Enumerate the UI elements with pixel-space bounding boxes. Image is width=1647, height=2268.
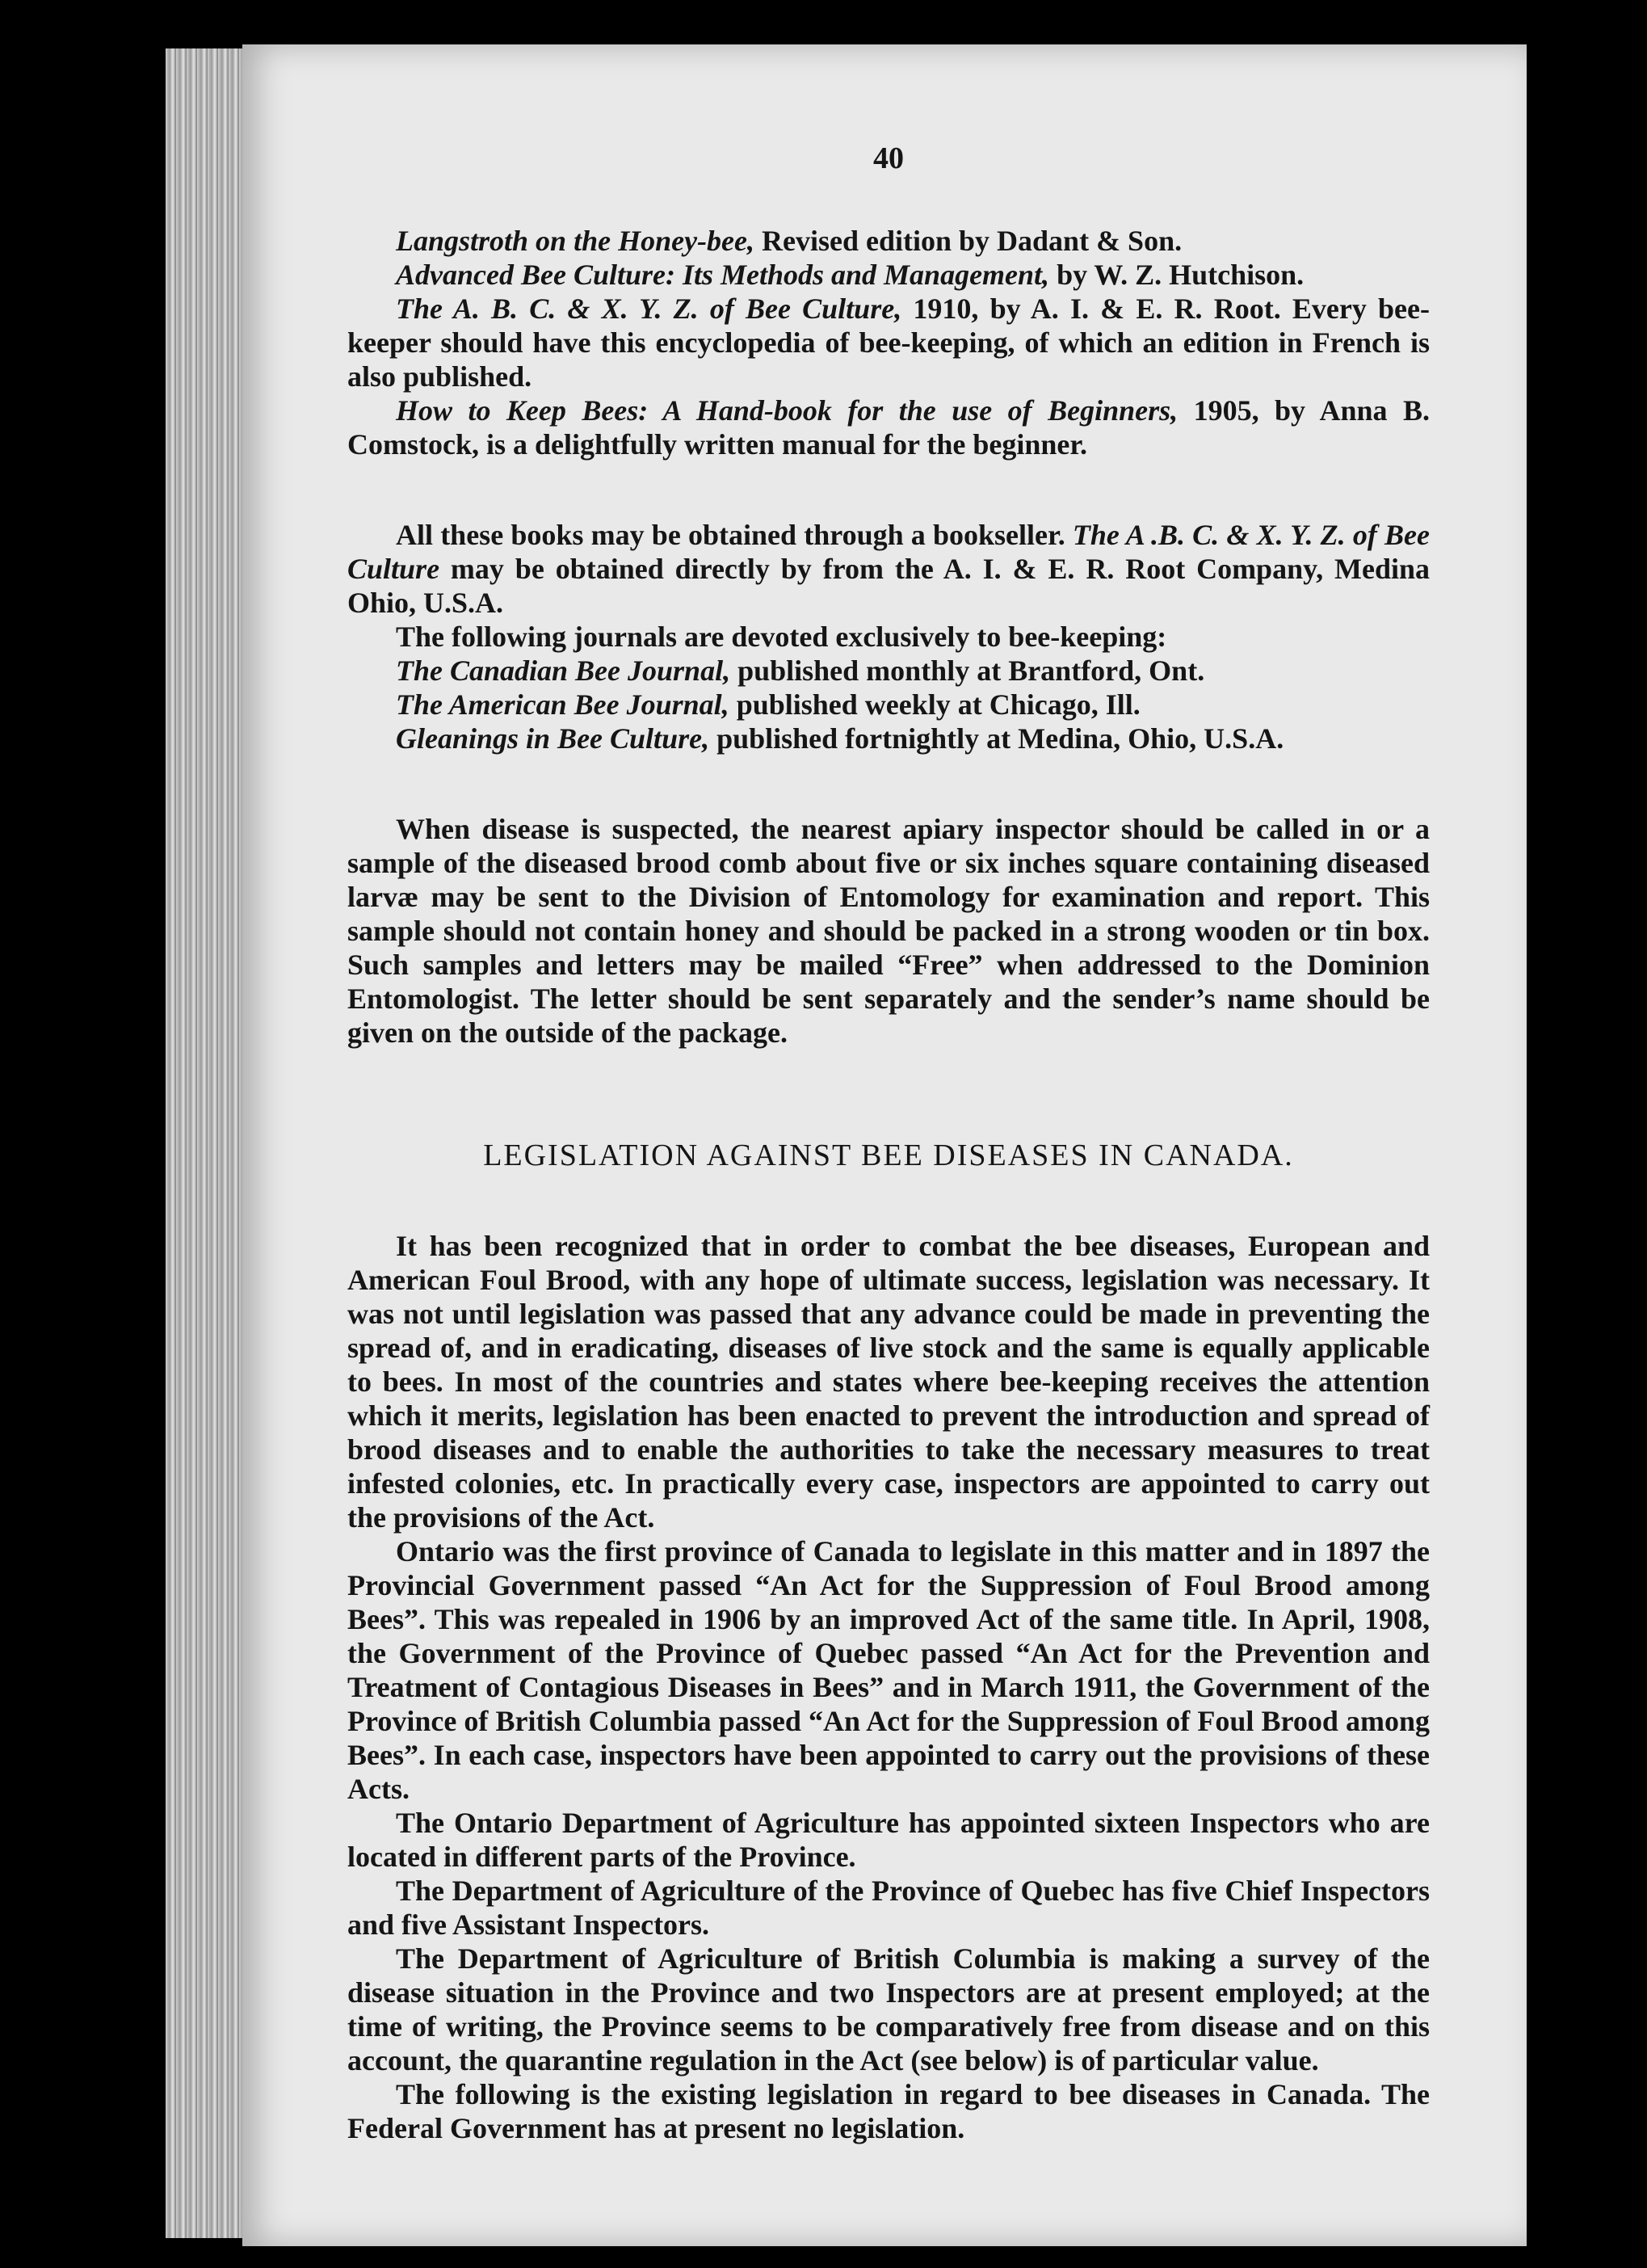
- bib-title: How to Keep Bees: A Hand-book for the use of Beginners,: [396, 394, 1179, 427]
- bib-detail: 1905, by Anna B. Comstock, is a delightfully written manual for the beginner.: [347, 394, 1431, 461]
- journal-title: The American Bee Journal,: [396, 688, 729, 721]
- page-content: [347, 141, 1430, 2145]
- legislation-paragraph: The following is the existing legislation in regard to bee diseases in Canada. The Federal Government has at present no legislation.: [347, 2078, 1430, 2144]
- journals-intro: The following journals are devoted exclusively to bee-keeping:: [396, 621, 1167, 653]
- journal-detail: published weekly at Chicago, Ill.: [729, 688, 1141, 721]
- page-number: 40: [873, 141, 904, 175]
- bib-entry: [347, 292, 1430, 393]
- bib-entry: [347, 224, 1430, 258]
- bib-title: Langstroth on the Honey-bee,: [396, 225, 755, 257]
- bibliography: [347, 224, 1430, 461]
- journal-title: The Canadian Bee Journal,: [396, 654, 731, 687]
- bib-title: The A. B. C. & X. Y. Z. of Bee Culture,: [396, 292, 902, 325]
- books-note-text: All these books may be obtained through a bookseller.: [396, 519, 1073, 551]
- section-heading: LEGISLATION AGAINST BEE DISEASES IN CANADA.: [483, 1138, 1294, 1172]
- legislation-paragraph: The Department of Agriculture of British Columbia is making a survey of the disease situation in the Province and two Inspectors are at present employed; at the time of writing, the Province seems to be comparatively free from disease and on this account, the quarantine regulation in the Act (see below) is of particular value.: [347, 1942, 1430, 2077]
- bib-entry: [347, 393, 1430, 461]
- disease-paragraph: When disease is suspected, the nearest apiary inspector should be called in or a sample of the diseased brood comb about five or six inches square containing diseased larvæ may be sent to the Division of Entomology for examination and report. This sample should not contain honey and should be packed in a strong wooden or tin box. Such samples and letters may be mailed “Free” when addressed to the Dominion Entomologist. The letter should be sent separately and the sender’s name should be given on the outside of the package.: [347, 813, 1430, 1049]
- journal-detail: published monthly at Brantford, Ont.: [730, 654, 1205, 687]
- legislation-paragraph: The Ontario Department of Agriculture has appointed sixteen Inspectors who are located in different parts of the Province.: [347, 1807, 1430, 1873]
- bib-detail: 1910, by A. I. & E. R. Root. Every bee-keeper should have this encyclopedia of bee-keeping, of which an edition in French is also published.: [347, 292, 1430, 393]
- journal-entry: [347, 654, 1430, 688]
- bib-entry: [347, 258, 1430, 292]
- books-note: [347, 518, 1430, 620]
- journal-entry: [347, 688, 1430, 722]
- journal-detail: published fortnightly at Medina, Ohio, U.S.A.: [709, 722, 1284, 755]
- journal-entry: [347, 722, 1430, 755]
- bib-detail: Revised edition by Dadant & Son.: [754, 225, 1183, 257]
- bib-title: Advanced Bee Culture: Its Methods and Management,: [396, 259, 1050, 291]
- books-note-title: The A .B. C. & X. Y. Z. of Bee Culture: [347, 519, 1430, 585]
- legislation-paragraph: The Department of Agriculture of the Province of Quebec has five Chief Inspectors and five Assistant Inspectors.: [347, 1875, 1430, 1941]
- books-note-text-end: may be obtained directly by from the A. I. & E. R. Root Company, Medina Ohio, U.S.A.: [347, 553, 1430, 619]
- legislation-paragraph: It has been recognized that in order to combat the bee diseases, European and American Foul Brood, with any hope of ultimate success, legislation was necessary. It was not until legislation was passed that any advance could be made in preventing the spread of, and in eradicating, diseases of live stock and the same is equally applicable to bees. In most of the countries and states where bee-keeping receives the attention which it merits, legislation has been enacted to prevent the introduction and spread of brood diseases and to enable the authorities to take the necessary measures to treat infested colonies, etc. In practically every case, inspectors are appointed to carry out the provisions of the Act.: [347, 1230, 1430, 1534]
- journal-title: Gleanings in Bee Culture,: [396, 722, 710, 755]
- bib-detail: by W. Z. Hutchison.: [1049, 259, 1305, 291]
- book-page: [242, 44, 1527, 2246]
- legislation-paragraph: Ontario was the first province of Canada to legislate in this matter and in 1897 the Provincial Government passed “An Act for the Suppression of Foul Brood among Bees”. This was repealed in 1906 by an improved Act of the same title. In April, 1908, the Government of the Province of Quebec passed “An Act for the Prevention and Treatment of Contagious Diseases in Bees” and in March 1911, the Government of the Province of British Columbia passed “An Act for the Suppression of Foul Brood among Bees”. In each case, inspectors have been appointed to carry out the provisions of these Acts.: [347, 1535, 1430, 1805]
